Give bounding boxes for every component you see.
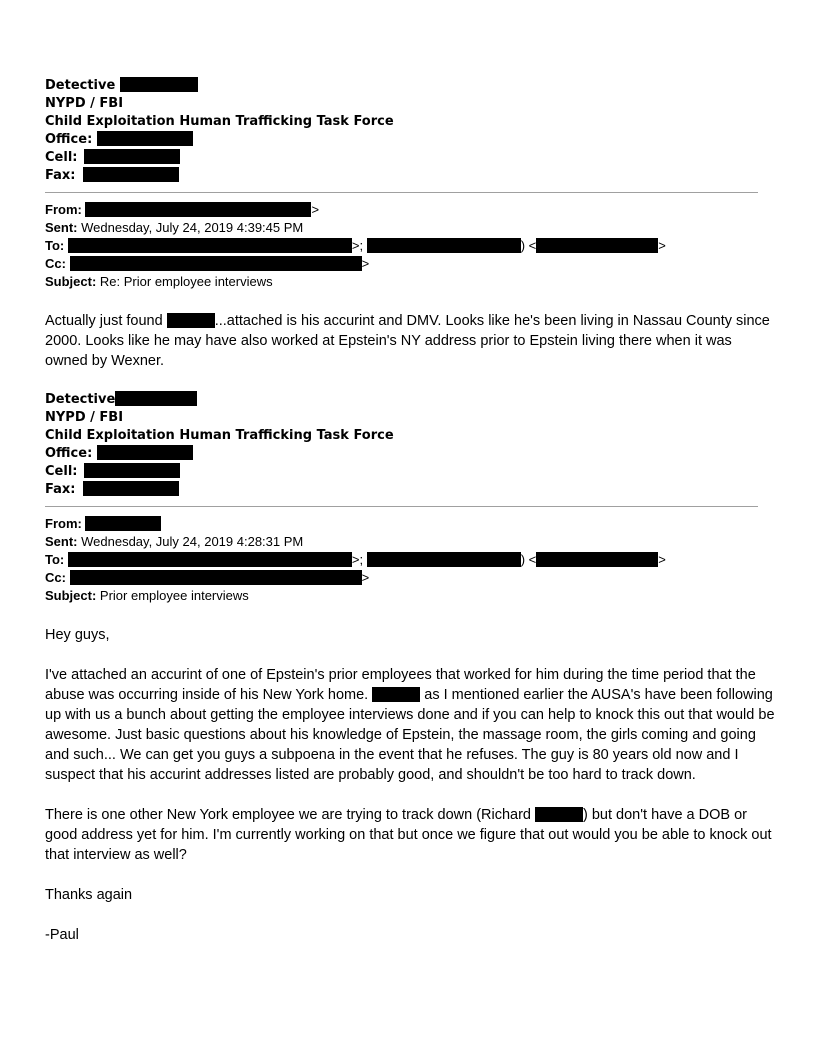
to-end: >	[658, 552, 666, 567]
redaction-box	[367, 238, 521, 253]
cc-end: >	[361, 570, 370, 585]
cc-label: Cc:	[45, 570, 66, 585]
redaction-box	[70, 256, 362, 271]
redaction-box	[120, 77, 198, 92]
divider	[45, 192, 758, 193]
task-force: Child Exploitation Human Trafficking Task Force	[45, 428, 394, 443]
to-separator: >;	[351, 552, 364, 567]
email-document	[45, 77, 775, 945]
task-force: Child Exploitation Human Trafficking Task Force	[45, 114, 394, 129]
redaction-box	[84, 463, 180, 478]
signature-block	[45, 391, 775, 499]
cc-label: Cc:	[45, 256, 66, 271]
detective-label: Detective	[45, 392, 116, 407]
fax-label: Fax:	[45, 482, 76, 497]
to-separator: >;	[351, 238, 364, 253]
to-separator: ) <	[520, 552, 537, 567]
redaction-box	[68, 552, 352, 567]
body-text: Actually just found	[45, 313, 163, 329]
body-text: as I mentioned earlier the AUSA's have been following up with us a bunch about getting the employee interviews done and if you can help to knock this out that would be awesome. Just basic questions about his knowledge of Epstein, the massage room, the girls coming and going and such... We can get you guys a subpoena in the event that he refuses. The guy is 80 years old now and I suspect that his accurint addresses listed are probably good, and shouldn't be too hard to track down.	[45, 687, 775, 783]
email-header	[45, 201, 775, 291]
redaction-box	[97, 445, 193, 460]
redaction-box	[167, 313, 215, 328]
agency: NYPD / FBI	[45, 410, 124, 425]
body-text: I've attached an accurint of one of Epstein's prior employees that worked for him during the time period that the abuse was occurring inside of his New York home.	[45, 667, 756, 703]
cc-end: >	[361, 256, 370, 271]
sent-label: Sent:	[45, 534, 78, 549]
redaction-box	[97, 131, 193, 146]
cell-label: Cell:	[45, 464, 78, 479]
redaction-box	[85, 202, 311, 217]
to-separator: ) <	[520, 238, 537, 253]
signature-block	[45, 77, 775, 185]
email-header	[45, 515, 775, 605]
signoff: -Paul	[45, 927, 79, 943]
body-text: ...attached is his accurint and DMV. Looks like he's been living in Nassau County since 2000. Looks like he may have also worked at Epstein's NY address prior to Epstein living there when it was owned by Wexner.	[45, 313, 770, 369]
email-body	[45, 311, 775, 371]
office-label: Office:	[45, 446, 93, 461]
redaction-box	[536, 552, 658, 567]
to-label: To:	[45, 552, 65, 567]
subject-value: Re: Prior employee interviews	[99, 274, 273, 289]
sent-value: Wednesday, July 24, 2019 4:28:31 PM	[81, 534, 304, 549]
to-label: To:	[45, 238, 65, 253]
office-label: Office:	[45, 132, 93, 147]
body-text: There is one other New York employee we are trying to track down (Richard	[45, 807, 531, 823]
detective-label: Detective	[45, 78, 116, 93]
redaction-box	[372, 687, 420, 702]
subject-value: Prior employee interviews	[99, 588, 249, 603]
greeting: Hey guys,	[45, 627, 110, 643]
redaction-box	[535, 807, 583, 822]
redaction-box	[70, 570, 362, 585]
redaction-box	[83, 481, 179, 496]
redaction-box	[115, 391, 197, 406]
cell-label: Cell:	[45, 150, 78, 165]
subject-label: Subject:	[45, 274, 97, 289]
redaction-box	[68, 238, 352, 253]
redaction-box	[536, 238, 658, 253]
fax-label: Fax:	[45, 168, 76, 183]
sent-value: Wednesday, July 24, 2019 4:39:45 PM	[81, 220, 304, 235]
from-label: From:	[45, 516, 82, 531]
redaction-box	[367, 552, 521, 567]
email-body	[45, 625, 775, 945]
redaction-box	[83, 167, 179, 182]
sent-label: Sent:	[45, 220, 78, 235]
agency: NYPD / FBI	[45, 96, 124, 111]
subject-label: Subject:	[45, 588, 97, 603]
to-end: >	[658, 238, 666, 253]
divider	[45, 506, 758, 507]
body-text: ) but don't have a DOB or good address yet for him. I'm currently working on that but once we figure that out would you be able to knock out that interview as well?	[45, 807, 772, 863]
redaction-box	[85, 516, 161, 531]
thanks: Thanks again	[45, 887, 133, 903]
from-label: From:	[45, 202, 82, 217]
from-suffix: >	[311, 202, 320, 217]
redaction-box	[84, 149, 180, 164]
